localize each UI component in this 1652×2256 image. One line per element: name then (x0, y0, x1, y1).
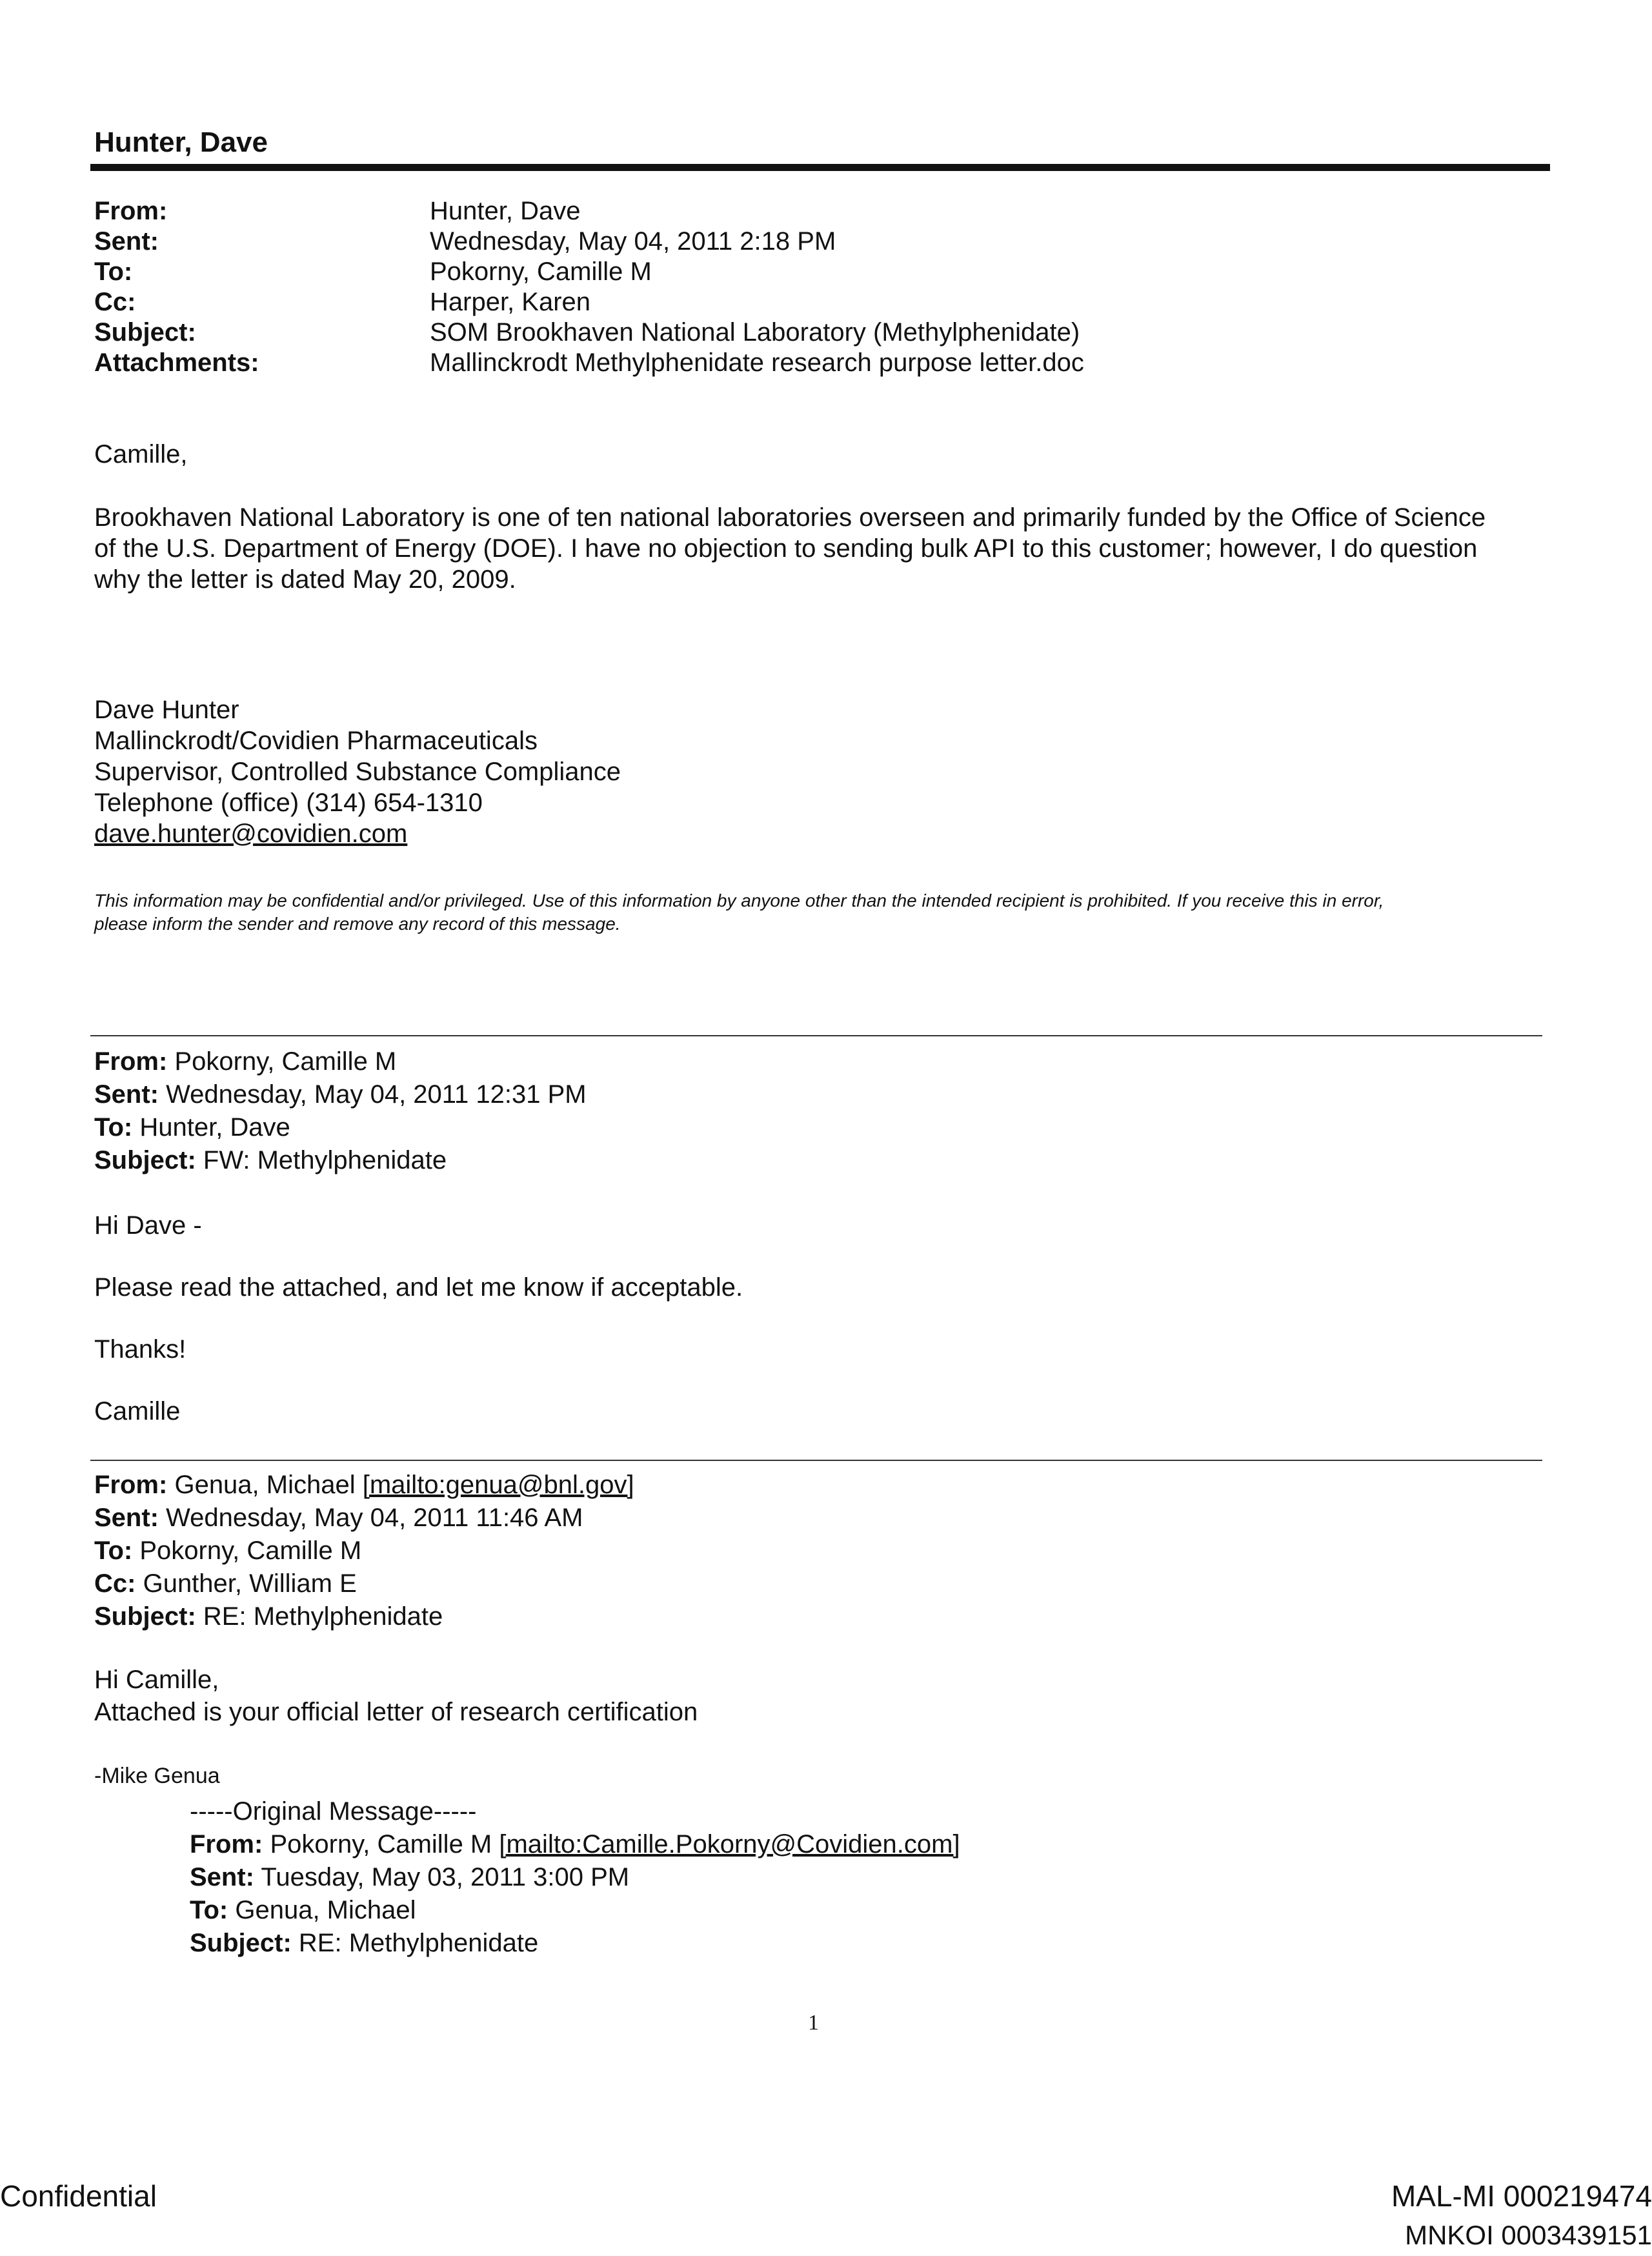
confidential-label: Confidential (0, 2179, 157, 2213)
to-value: Pokorny, Camille M (139, 1536, 362, 1565)
sent-label: Sent: (94, 1504, 159, 1532)
to-line (190, 1894, 960, 1927)
greeting: Camille, (94, 440, 188, 468)
signature-title: Supervisor, Controlled Substance Compliance (94, 758, 621, 786)
from-value: Hunter, Dave (430, 197, 581, 225)
original-divider: -----Original Message----- (190, 1797, 477, 1826)
disclaimer-line: please inform the sender and remove any record of this message. (94, 914, 621, 934)
email-header (94, 196, 1084, 378)
cc-row (94, 287, 1084, 317)
signature-company: Mallinckrodt/Covidien Pharmaceuticals (94, 727, 538, 755)
signature (94, 694, 1553, 849)
signature-email-link[interactable]: dave.hunter@covidien.com (94, 820, 408, 848)
sent-line (94, 1078, 587, 1111)
to-line (94, 1535, 634, 1567)
subject-line (190, 1927, 960, 1960)
signature-name: Dave Hunter (94, 696, 239, 724)
to-line (94, 1111, 587, 1144)
body-line: Brookhaven National Laboratory is one of ten national laboratories overseen and primarily funded by the Office of Science (94, 503, 1486, 532)
subject-label: Subject: (94, 1602, 196, 1631)
sent-label: Sent: (190, 1863, 254, 1891)
reply-message-header (94, 1469, 634, 1633)
body-line: why the letter is dated May 20, 2009. (94, 565, 516, 594)
to-label: To: (190, 1896, 228, 1924)
to-label: To: (94, 257, 133, 286)
to-label: To: (94, 1536, 133, 1565)
from-label: From: (94, 197, 168, 225)
from-label: From: (190, 1830, 263, 1858)
cc-line (94, 1567, 634, 1600)
sent-value: Wednesday, May 04, 2011 12:31 PM (166, 1080, 587, 1109)
forwarded-message-header (94, 1045, 587, 1177)
msg3-text: Attached is your official letter of research certification (94, 1698, 698, 1726)
cc-value: Gunther, William E (143, 1569, 357, 1598)
to-label: To: (94, 1113, 133, 1142)
from-label: From: (94, 1047, 168, 1076)
mailto-link[interactable]: [mailto:Camille.Pokorny@Covidien.com] (499, 1830, 960, 1858)
sent-row (94, 227, 1084, 257)
subject-line (94, 1600, 634, 1633)
from-row (94, 196, 1084, 227)
to-value: Hunter, Dave (139, 1113, 290, 1142)
from-value: Pokorny, Camille M (270, 1830, 492, 1858)
msg3-signoff: -Mike Genua (94, 1764, 220, 1788)
sent-label: Sent: (94, 1080, 159, 1109)
cc-label: Cc: (94, 288, 136, 316)
msg2-signoff: Camille (94, 1397, 181, 1425)
disclaimer-line: This information may be confidential and/or privileged. Use of this information by anyone other than the intended recipient is prohibited. If you receive this in error, (94, 891, 1384, 911)
subject-value: RE: Methylphenidate (298, 1929, 539, 1957)
subject-label: Subject: (190, 1929, 292, 1957)
original-message (190, 1795, 960, 1960)
signature-phone: Telephone (office) (314) 654-1310 (94, 789, 483, 817)
to-value: Genua, Michael (235, 1896, 416, 1924)
subject-line (94, 1144, 587, 1177)
cc-label: Cc: (94, 1569, 136, 1598)
subject-label: Subject: (94, 318, 196, 347)
msg2-body: Please read the attached, and let me know if acceptable. (94, 1273, 743, 1302)
subject-label: Subject: (94, 1146, 196, 1174)
attachment-link[interactable]: Mallinckrodt Methylphenidate research purpose letter.doc (430, 348, 1084, 377)
sent-line (190, 1861, 960, 1894)
sent-label: Sent: (94, 227, 159, 256)
attachments-label: Attachments: (94, 348, 259, 377)
to-row (94, 257, 1084, 287)
mailto-link[interactable]: [mailto:genua@bnl.gov] (362, 1471, 634, 1499)
sent-line (94, 1502, 634, 1535)
bates-number: MAL-MI 000219474 (1391, 2179, 1652, 2213)
subject-row (94, 317, 1084, 348)
page-number: 1 (808, 2011, 819, 2035)
from-line (94, 1469, 634, 1502)
from-value: Genua, Michael (174, 1471, 356, 1499)
msg2-thanks: Thanks! (94, 1335, 186, 1364)
subject-value: SOM Brookhaven National Laboratory (Methylphenidate) (430, 318, 1080, 347)
cc-value: Harper, Karen (430, 288, 591, 316)
bates-number-secondary: MNKOI 0003439151 (1405, 2220, 1652, 2250)
email-body (94, 502, 1553, 595)
message-divider (90, 1460, 1542, 1461)
msg2-greeting: Hi Dave - (94, 1211, 202, 1240)
msg3-greeting: Hi Camille, (94, 1666, 219, 1694)
from-value: Pokorny, Camille M (174, 1047, 397, 1076)
attachments-row (94, 348, 1084, 378)
sent-value: Wednesday, May 04, 2011 2:18 PM (430, 227, 836, 256)
message-divider (90, 1035, 1542, 1036)
from-line (94, 1045, 587, 1078)
sent-value: Wednesday, May 04, 2011 11:46 AM (166, 1504, 583, 1532)
body-line: of the U.S. Department of Energy (DOE). I have no objection to sending bulk API to this customer; however, I do question (94, 534, 1478, 563)
msg3-body (94, 1664, 698, 1728)
from-line (190, 1828, 960, 1861)
from-label: From: (94, 1471, 168, 1499)
header-rule (90, 164, 1550, 171)
subject-value: RE: Methylphenidate (203, 1602, 443, 1631)
page-title: Hunter, Dave (94, 126, 268, 158)
to-value: Pokorny, Camille M (430, 257, 652, 286)
subject-value: FW: Methylphenidate (203, 1146, 447, 1174)
confidentiality-disclaimer (94, 889, 1553, 936)
sent-value: Tuesday, May 03, 2011 3:00 PM (261, 1863, 630, 1891)
